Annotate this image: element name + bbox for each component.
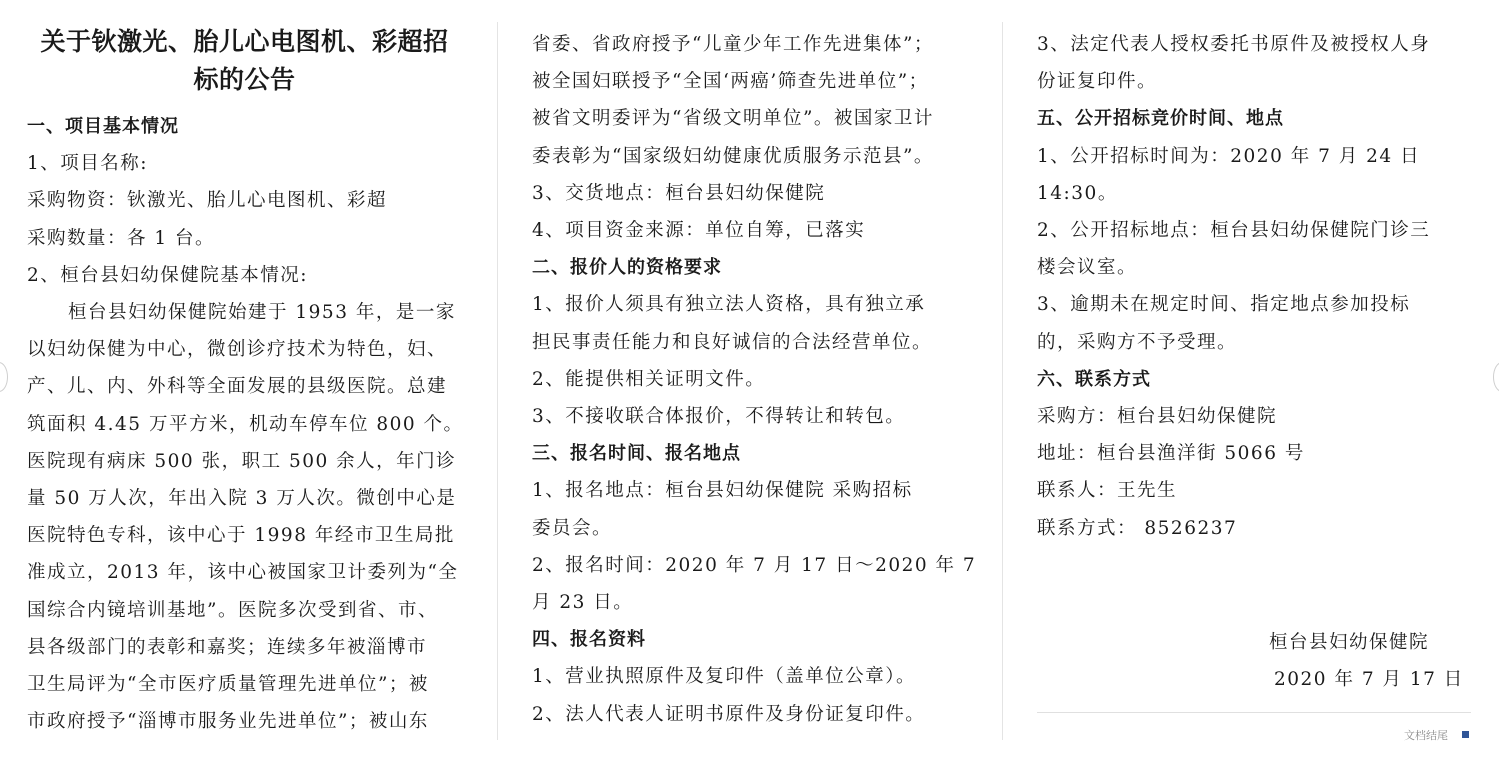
document-title <box>27 24 462 100</box>
text-line: 被省文明委评为“省级文明单位”。被国家卫计 <box>532 108 934 130</box>
text-line: 3、逾期未在规定时间、指定地点参加投标 <box>1037 294 1411 316</box>
text-line: 桓台县妇幼保健院始建于 1953 年，是一家 <box>68 302 456 324</box>
text-line: 产、儿、内、外科等全面发展的县级医院。总建 <box>27 376 448 398</box>
text-line: 14:30。 <box>1037 182 1118 204</box>
text-line: 2、桓台县妇幼保健院基本情况: <box>27 264 309 286</box>
text-line: 采购物资：钬激光、胎儿心电图机、彩超 <box>27 190 388 212</box>
document-end-rule <box>1037 712 1471 713</box>
text-line: 1、项目名称: <box>27 153 149 175</box>
text-line: 楼会议室。 <box>1037 257 1138 279</box>
text-line: 月 23 日。 <box>532 592 634 614</box>
text-line: 1、公开招标时间为：2020 年 7 月 24 日 <box>1037 145 1421 167</box>
text-line: 准成立，2013 年，该中心被国家卫计委列为“全 <box>27 562 459 584</box>
section-heading: 六、联系方式 <box>1037 368 1151 390</box>
text-line: 1、报价人须具有独立法人资格，具有独立承 <box>532 294 926 316</box>
text-line: 2、报名时间：2020 年 7 月 17 日～2020 年 7 <box>532 554 977 576</box>
text-line: 县各级部门的表彰和嘉奖；连续多年被淄博市 <box>27 636 428 658</box>
text-line: 省委、省政府授予“儿童少年工作先进集体”； <box>532 34 934 55</box>
text-line: 采购数量：各 1 台。 <box>27 227 216 249</box>
section-heading: 五、公开招标竞价时间、地点 <box>1037 108 1284 130</box>
section-heading: 一、项目基本情况 <box>27 116 179 137</box>
text-line: 医院现有病床 500 张，职工 500 余人，年门诊 <box>27 450 457 472</box>
text-line: 联系方式： 8526237 <box>1037 517 1238 539</box>
text-line: 担民事责任能力和良好诚信的合法经营单位。 <box>532 331 933 353</box>
section-heading: 三、报名时间、报名地点 <box>532 443 741 465</box>
text-line: 2、能提供相关证明文件。 <box>532 368 766 390</box>
text-line: 份证复印件。 <box>1037 71 1158 93</box>
column-divider-2 <box>1002 22 1003 740</box>
text-line: 2、公开招标地点：桓台县妇幼保健院门诊三 <box>1037 220 1431 242</box>
text-line: 被全国妇联授予“全国‘两癌’筛查先进单位”； <box>532 71 929 93</box>
column-2-body <box>532 26 977 733</box>
text-line: 筑面积 4.45 万平方米，机动车停车位 800 个。 <box>27 413 464 435</box>
text-line: 量 50 万人次，年出入院 3 万人次。微创中心是 <box>27 488 457 510</box>
text-line: 委员会。 <box>532 517 613 539</box>
column-2 <box>532 0 977 762</box>
text-line: 采购方：桓台县妇幼保健院 <box>1037 406 1278 428</box>
text-line: 的，采购方不予受理。 <box>1037 331 1238 353</box>
text-line: 3、不接收联合体报价，不得转让和转包。 <box>532 406 906 428</box>
text-line: 联系人：王先生 <box>1037 480 1178 502</box>
text-line: 1、报名地点：桓台县妇幼保健院 采购招标 <box>532 480 913 502</box>
prev-page-edge[interactable] <box>0 362 8 392</box>
document-end-label: 文档结尾 <box>1404 729 1448 742</box>
text-line: 委表彰为“国家级妇幼健康优质服务示范县”。 <box>532 145 934 167</box>
text-line: 以妇幼保健为中心，微创诊疗技术为特色，妇、 <box>27 339 448 361</box>
text-line: 3、法定代表人授权委托书原件及被授权人身 <box>1037 34 1431 55</box>
text-line: 1、营业执照原件及复印件（盖单位公章）。 <box>532 666 917 688</box>
text-line: 2、法人代表人证明书原件及身份证复印件。 <box>532 703 926 725</box>
title-line-1: 关于钬激光、胎儿心电图机、彩超招 <box>40 29 449 56</box>
section-heading: 四、报名资料 <box>532 629 646 651</box>
section-heading: 二、报价人的资格要求 <box>532 257 722 279</box>
text-line: 国综合内镜培训基地”。医院多次受到省、市、 <box>27 599 438 621</box>
signature-date: 2020 年 7 月 17 日 <box>1274 669 1464 690</box>
text-line: 地址：桓台县渔洋街 5066 号 <box>1037 443 1305 465</box>
column-1 <box>27 0 462 762</box>
text-line: 市政府授予“淄博市服务业先进单位”；被山东 <box>27 711 429 733</box>
text-line: 3、交货地点：桓台县妇幼保健院 <box>532 182 826 204</box>
text-line: 4、项目资金来源：单位自筹，已落实 <box>532 220 866 242</box>
signature-org: 桓台县妇幼保健院 <box>1269 632 1430 653</box>
column-1-body <box>27 108 462 740</box>
text-line: 卫生局评为“全市医疗质量管理先进单位”；被 <box>27 674 429 696</box>
column-divider-1 <box>497 22 498 740</box>
text-line: 医院特色专科，该中心于 1998 年经市卫生局批 <box>27 525 455 547</box>
column-3-body <box>1037 26 1457 547</box>
title-line-2: 标的公告 <box>193 67 296 94</box>
document-end-square-icon <box>1462 731 1469 738</box>
next-page-edge[interactable] <box>1493 362 1499 392</box>
